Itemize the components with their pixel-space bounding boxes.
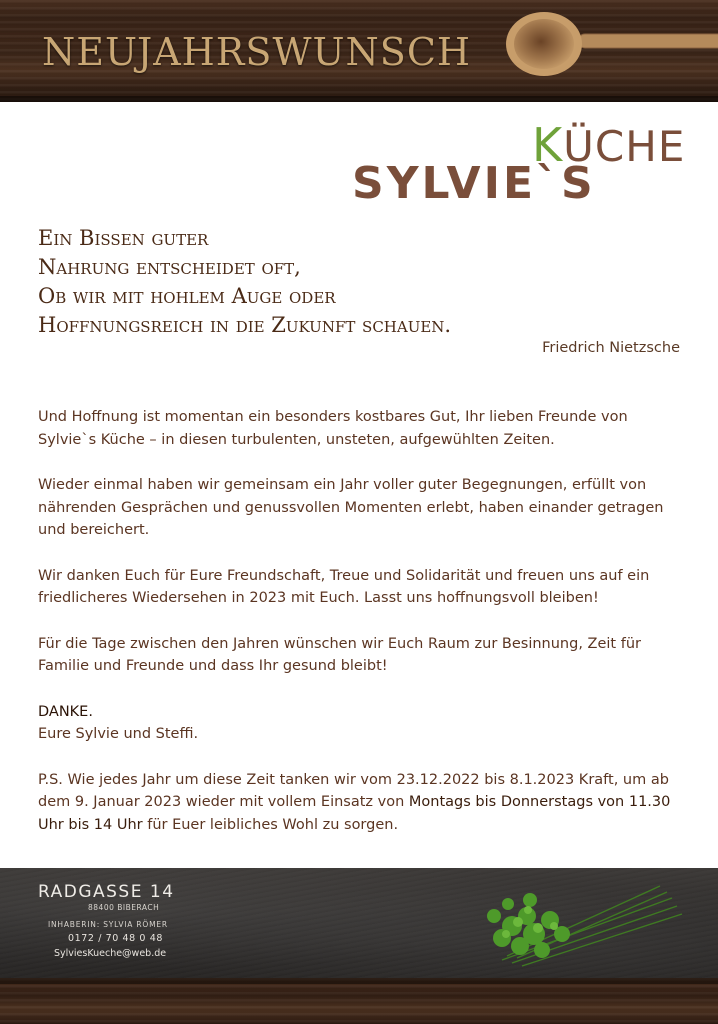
quote-line: Ob wir mit hohlem Auge oder <box>38 284 336 308</box>
thanks-heading: DANKE. <box>38 703 93 720</box>
postscript-end: für Euer leibliches Wohl zu sorgen. <box>142 816 399 833</box>
sylvies-kueche-logo <box>352 118 702 214</box>
signature-greeting: Eure Sylvie und Steffi. <box>38 726 199 742</box>
opening-hours-highlight: Montags bis Donnerstags von 11.30 Uhr bis 14 Uhr <box>38 794 671 833</box>
quote-author: Friedrich Nietzsche <box>542 340 680 356</box>
quote-line: Hoffnungsreich in die Zukunft schauen. <box>38 313 452 337</box>
bottom-banner <box>0 978 718 1024</box>
paragraph-year: Wieder einmal haben wir gemeinsam ein Jahr voller guter Begegnungen, erfüllt von nährenden Gesprächen und genussvollen Momenten erlebt, haben einander getragen und bereichert. <box>38 477 664 538</box>
logo-kueche-rest: ÜCHE <box>563 122 686 171</box>
footer-slate <box>0 868 718 978</box>
postscript-text: P.S. Wie jedes Jahr um diese Zeit tanken wir vom 23.12.2022 bis 8.1.2023 Kraft, um ab dem 9. Januar 2023 wieder mit vollem Einsatz von <box>38 771 669 810</box>
quote-line: Nahrung entscheidet oft, <box>38 255 301 279</box>
logo-kueche-k: K <box>532 118 564 172</box>
top-banner <box>0 0 718 102</box>
quote-line: Ein Bissen guter <box>38 226 209 250</box>
owner-name: INHABERIN: SYLVIA RÖMER <box>48 920 168 929</box>
logo-sylvies: SYLVIE`S <box>352 158 596 209</box>
postscript <box>38 769 688 837</box>
paragraph-wishes: Für die Tage zwischen den Jahren wünschen wir Euch Raum zur Besinnung, Zeit für Familie und Freunde und dass Ihr gesund bleibt! <box>38 635 641 674</box>
herbs-bundle-icon <box>472 868 702 978</box>
paragraph-hope: Und Hoffnung ist momentan ein besonders kostbares Gut, Ihr lieben Freunde von Sylvie`s Küche – in diesen turbulenten, unsteten, aufgewühlten Zeiten. <box>38 409 628 448</box>
phone-number: 0172 / 70 48 0 48 <box>68 933 163 944</box>
banner-title: NEUJAHRSWUNSCH <box>42 30 472 74</box>
letter-body <box>38 406 688 859</box>
wooden-spoon-icon <box>498 4 718 84</box>
address-street: RADGASSE 14 <box>38 882 175 902</box>
email-address: SylviesKueche@web.de <box>54 948 167 959</box>
nietzsche-quote <box>38 224 538 340</box>
paragraph-thanks: Wir danken Euch für Eure Freundschaft, Treue und Solidarität und freuen uns auf ein friedlicheres Wiedersehen in 2023 mit Euch. Lasst uns hoffnungsvoll bleiben! <box>38 567 650 606</box>
address-city: 88400 BIBERACH <box>88 903 160 912</box>
